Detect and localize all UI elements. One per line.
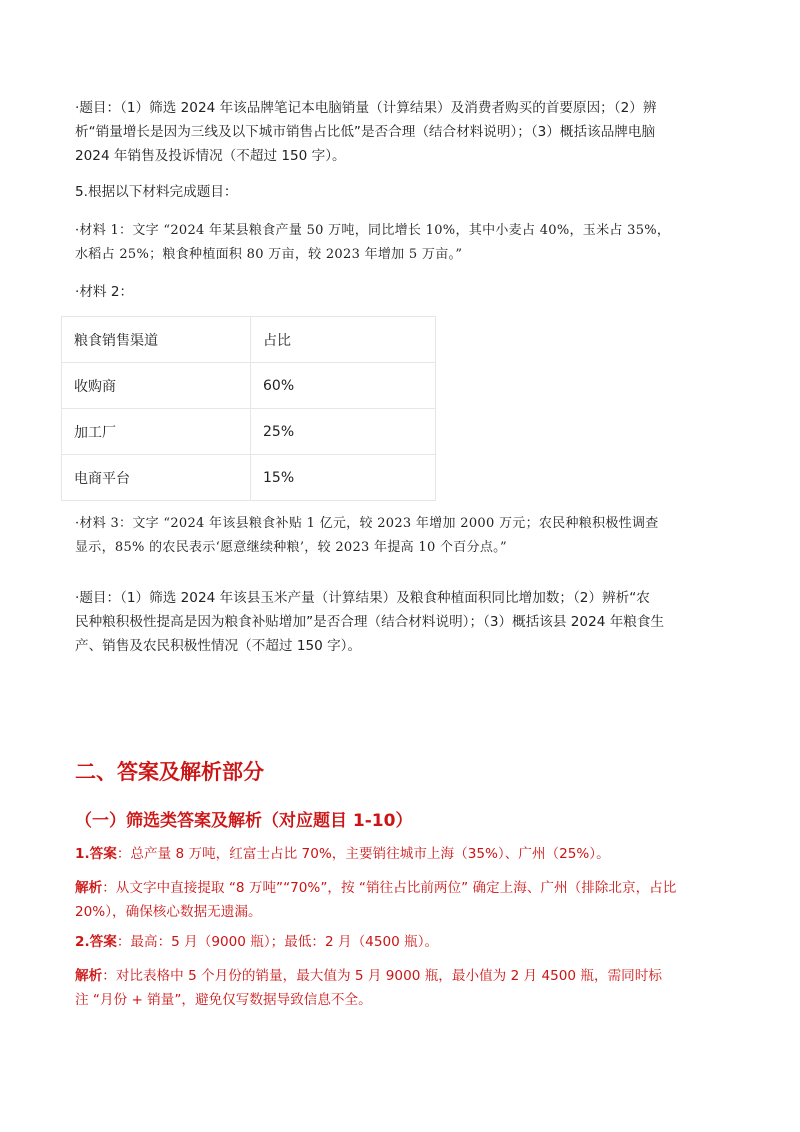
table-cell: 收购商 xyxy=(62,363,251,409)
explanation-2-line-1: ：对比表格中 5 个月份的销量，最大值为 5 月 9000 瓶，最小值为 2 月 4500 瓶，需同时标 xyxy=(102,968,662,984)
answer-1-text: ：总产量 8 万吨，红富士占比 70%，主要销往城市上海（35%）、广州（25%）。 xyxy=(116,846,610,862)
explanation-1-line-2: 20%），确保核心数据无遗漏。 xyxy=(75,904,262,920)
material-1-line-1: ·材料 1：文字 “2024 年某县粮食产量 50 万吨，同比增长 10%，其中小麦占 40%，玉米占 35%， xyxy=(75,223,671,238)
answer-2-text: ：最高：5 月（9000 瓶）；最低：2 月（4500 瓶）。 xyxy=(116,934,439,950)
explanation-1 xyxy=(75,876,730,924)
q5-material-3 xyxy=(75,512,730,560)
explanation-1-label: 解析 xyxy=(75,880,103,896)
q4-line-2: 析“销量增长是因为三线及以下城市销售占比低”是否合理（结合材料说明）；（3）概括该品牌电脑 xyxy=(75,124,656,140)
q5-question xyxy=(75,586,730,658)
material-1-line-2: 水稻占 25%；粮食种植面积 80 万亩，较 2023 年增加 5 万亩。” xyxy=(75,247,463,262)
q5-question-line-3: 产、销售及农民积极性情况（不超过 150 字）。 xyxy=(75,638,362,654)
table-row xyxy=(62,455,436,501)
q4-question xyxy=(75,96,730,168)
answer-1-label: 1.答案 xyxy=(75,846,117,862)
answer-1 xyxy=(75,842,730,866)
table-header-row xyxy=(62,317,436,363)
section-2-subtitle: （一）筛选类答案及解析（对应题目 1-10） xyxy=(75,811,413,831)
table-cell: 60% xyxy=(251,363,436,409)
table-row xyxy=(62,409,436,455)
q5-heading: 5.根据以下材料完成题目： xyxy=(75,184,238,200)
table-cell: 加工厂 xyxy=(62,409,251,455)
table-cell: 15% xyxy=(251,455,436,501)
table-cell: 电商平台 xyxy=(62,455,251,501)
q4-line-3: 2024 年销售及投诉情况（不超过 150 字）。 xyxy=(75,148,346,164)
explanation-2-line-2: 注 “月份 + 销量”，避免仅写数据导致信息不全。 xyxy=(75,992,372,1008)
q5-material-1 xyxy=(75,219,730,267)
q5-material-2-label: ·材料 2： xyxy=(75,284,134,300)
explanation-1-line-1: ：从文字中直接提取 “8 万吨”“70%”，按 “销往占比前两位” 确定上海、广州（排除北京，占比 xyxy=(102,880,677,896)
explanation-2 xyxy=(75,964,730,1012)
material-3-line-1: ·材料 3：文字 “2024 年该县粮食补贴 1 亿元，较 2023 年增加 2000 万元；农民种粮积极性调查 xyxy=(75,516,659,531)
table-cell: 25% xyxy=(251,409,436,455)
grain-sales-table xyxy=(61,316,436,501)
table-header-cell: 占比 xyxy=(251,317,436,363)
q5-question-line-2: 民种粮积极性提高是因为粮食补贴增加”是否合理（结合材料说明）；（3）概括该县 2024 年粮食生 xyxy=(75,614,665,630)
answer-2-label: 2.答案 xyxy=(75,934,117,950)
table-header-cell: 粮食销售渠道 xyxy=(62,317,251,363)
explanation-2-label: 解析 xyxy=(75,968,103,984)
section-2-title: 二、答案及解析部分 xyxy=(75,760,264,784)
q4-line-1: ·题目：（1）筛选 2024 年该品牌笔记本电脑销量（计算结果）及消费者购买的首要原因；（2）辨 xyxy=(75,100,657,116)
material-3-line-2: 显示，85% 的农民表示‘愿意继续种粮’，较 2023 年提高 10 个百分点。” xyxy=(75,540,507,555)
q5-question-line-1: ·题目：（1）筛选 2024 年该县玉米产量（计算结果）及粮食种植面积同比增加数；（2）辨析“农 xyxy=(75,590,650,606)
answer-2 xyxy=(75,930,730,954)
table-row xyxy=(62,363,436,409)
